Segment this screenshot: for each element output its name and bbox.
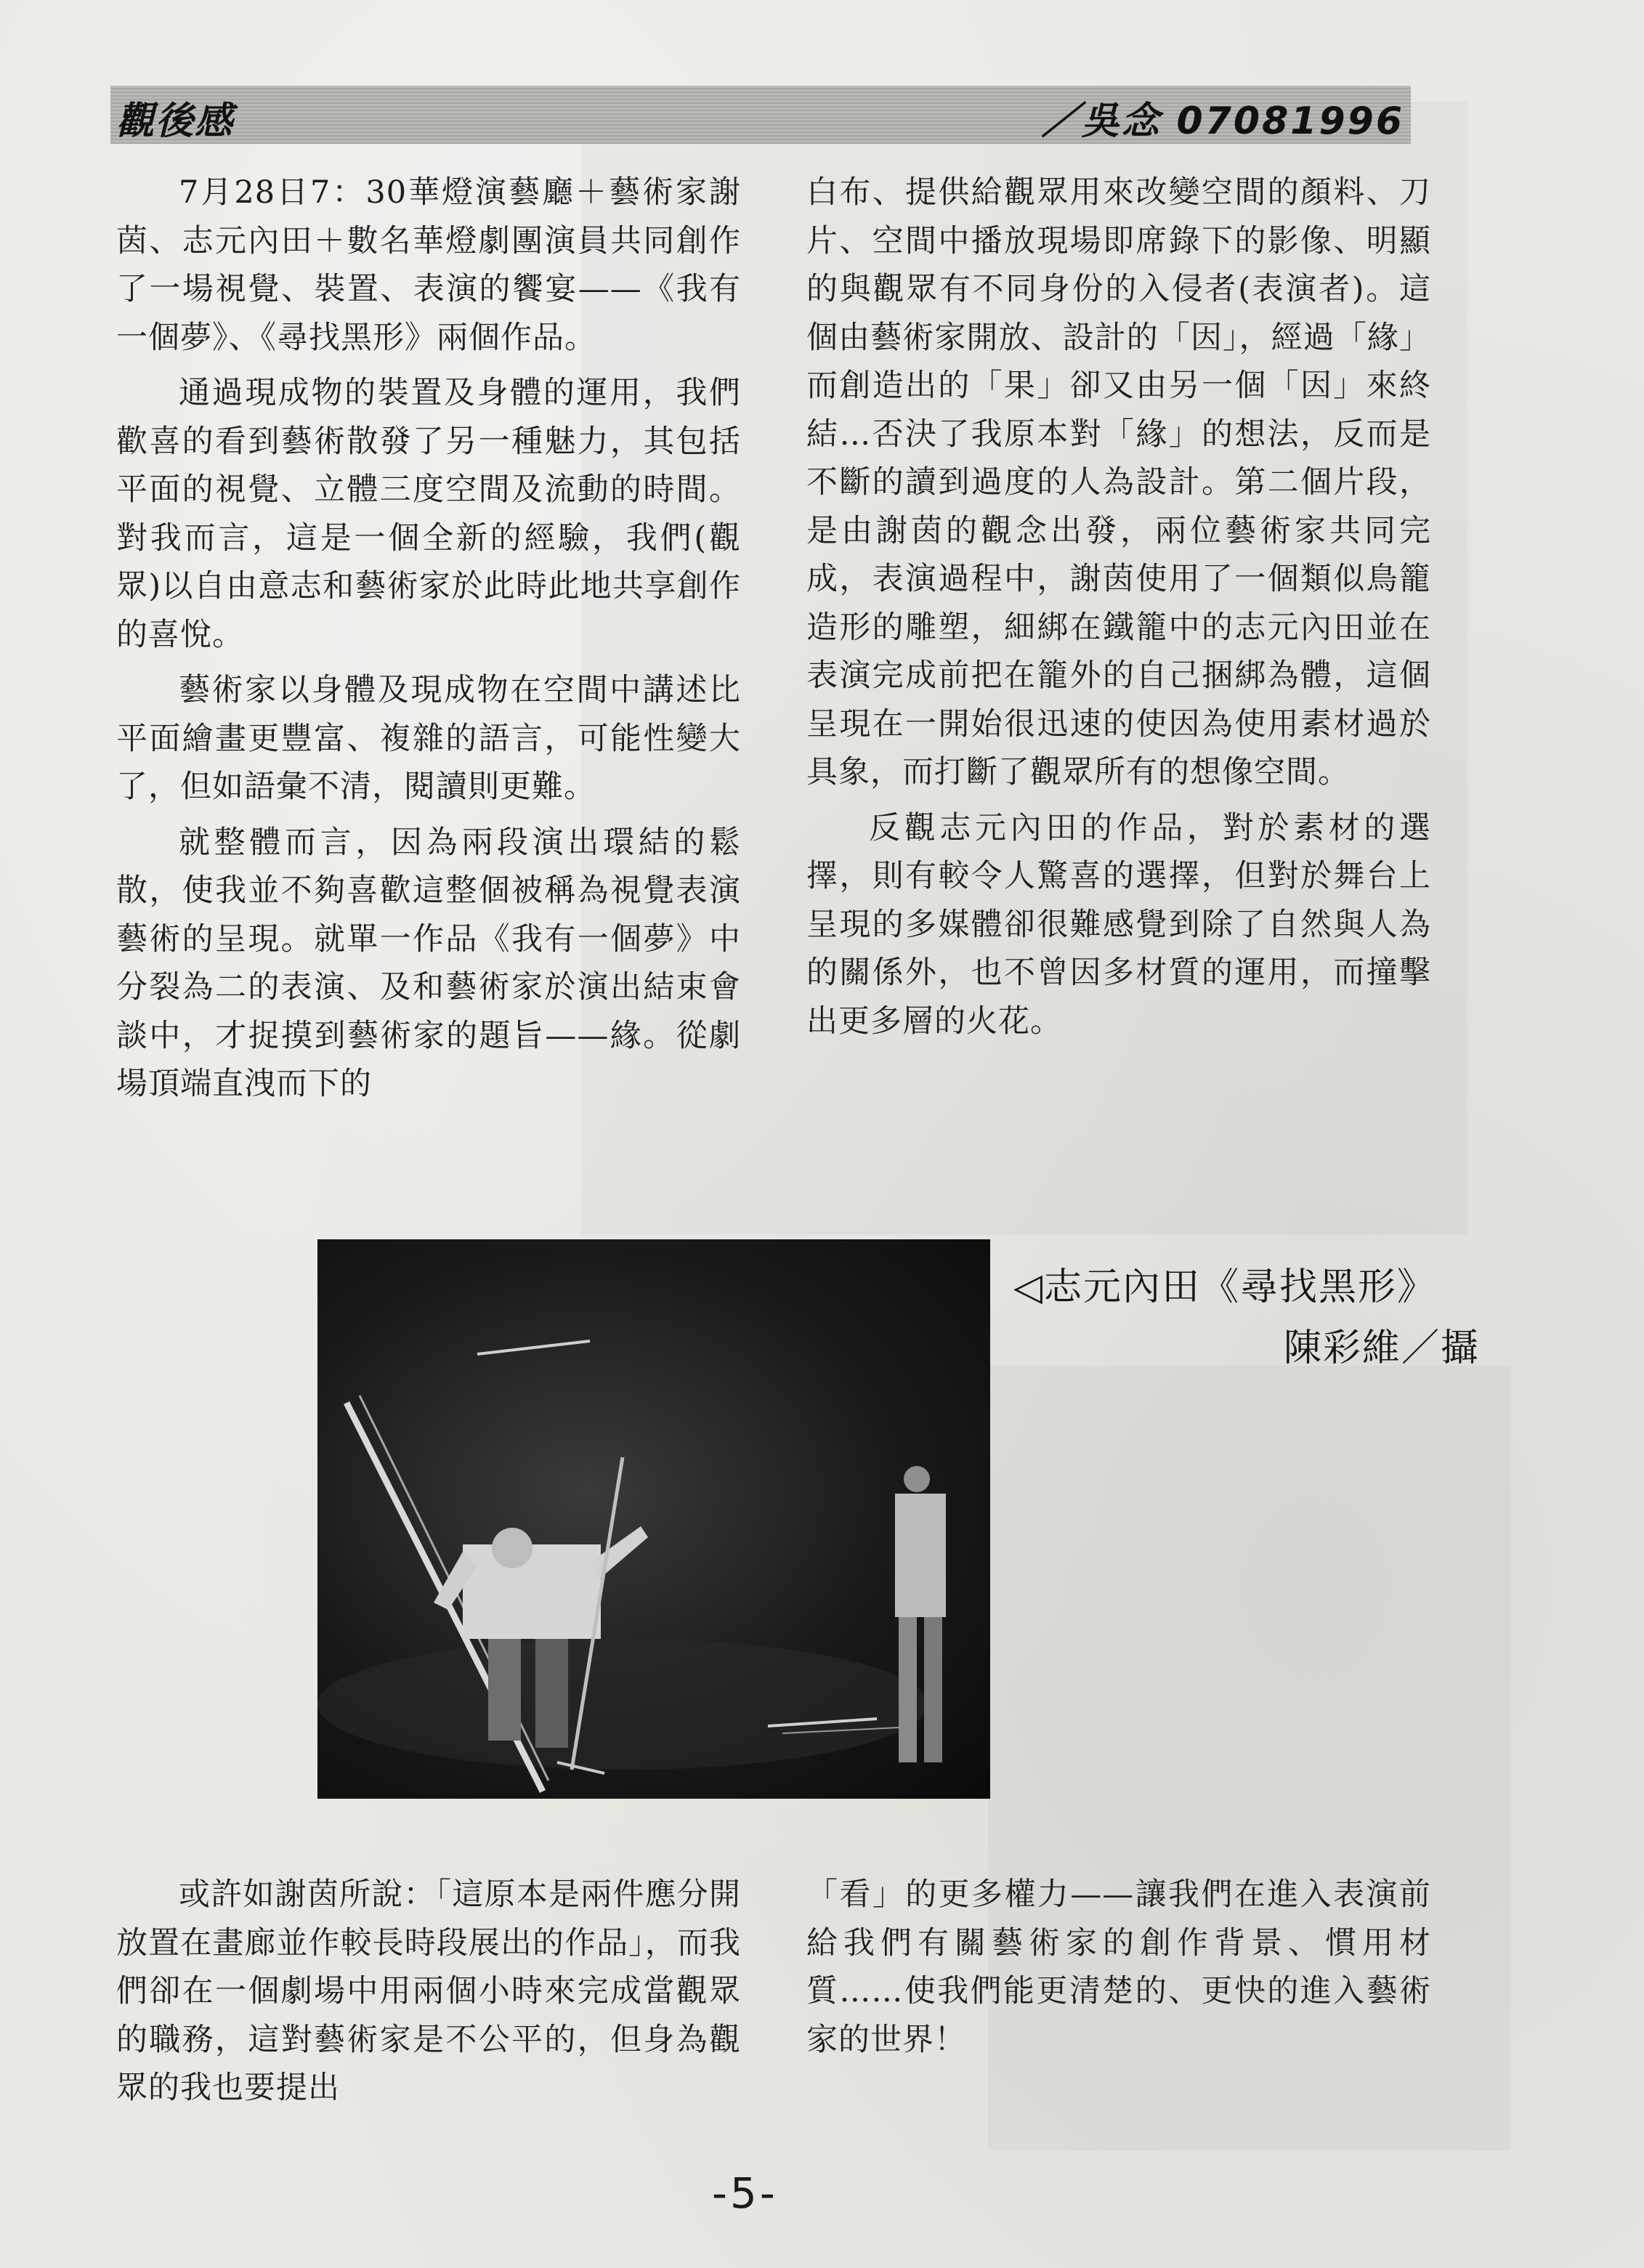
paragraph: 通過現成物的裝置及身體的運用，我們歡喜的看到藝術散發了另一種魅力，其包括平面的視覺、立體三度空間及流動的時間。對我而言，這是一個全新的經驗，我們(觀眾)以自由意志和藝術家於此時此地共享創作的喜悅。 <box>116 375 741 653</box>
paragraph: 就整體而言，因為兩段演出環結的鬆散，使我並不夠喜歡這整個被稱為視覺表演藝術的呈現。就單一作品《我有一個夢》中分裂為二的表演、及和藝術家於演出結束會談中，才捉摸到藝術家的題旨——緣。從劇場頂端直洩而下的 <box>116 824 741 1102</box>
performance-photo-illustration <box>317 1239 990 1799</box>
left-column <box>116 169 741 1116</box>
caption-credit: 陳彩維／攝 <box>1284 1327 1481 1370</box>
section-title: 觀後感 <box>116 100 235 143</box>
paragraph: 或許如謝茵所說：「這原本是兩件應分開放置在畫廊並作較長時段展出的作品」，而我們卻在一個劇場中用兩個小時來完成當觀眾的職務，這對藝術家是不公平的，但身為觀眾的我也要提出 <box>116 1876 741 2106</box>
performance-photo <box>317 1239 990 1799</box>
paragraph: 7月28日7：30華燈演藝廳＋藝術家謝茵、志元內田＋數名華燈劇團演員共同創作了一場視覺、裝置、表演的饗宴——《我有一個夢》、《尋找黑形》兩個作品。 <box>116 174 741 356</box>
paragraph: 藝術家以身體及現成物在空間中講述比平面繪畫更豐富、複雜的語言，可能性變大了，但如語彙不清，閱讀則更難。 <box>116 672 741 805</box>
caption-title: ◁志元內田《尋找黑形》 <box>1013 1265 1436 1309</box>
bottom-left-column <box>116 1871 741 2120</box>
photo-caption <box>1013 1257 1522 1379</box>
paragraph: 「看」的更多權力——讓我們在進入表演前給我們有關藝術家的創作背景、慣用材質……使我們能更清楚的、更快的進入藝術家的世界！ <box>806 1876 1431 2058</box>
page-number: -5- <box>712 2168 778 2218</box>
bottom-right-column <box>806 1871 1431 2071</box>
right-column <box>806 169 1431 1053</box>
paragraph: 白布、提供給觀眾用來改變空間的顏料、刀片、空間中播放現場即席錄下的影像、明顯的與觀眾有不同身份的入侵者(表演者)。這個由藝術家開放、設計的「因」，經過「緣」而創造出的「果」卻又由另一個「因」來終結…否決了我原本對「緣」的想法，反而是不斷的讀到過度的人為設計。第二個片段，是由謝茵的觀念出發，兩位藝術家共同完成，表演過程中，謝茵使用了一個類似鳥籠造形的雕塑，細綁在鐵籠中的志元內田並在表演完成前把在籠外的自己捆綁為體，這個呈現在一開始很迅速的使因為使用素材過於具象，而打斷了觀眾所有的想像空間。 <box>806 174 1431 790</box>
author-line: ／吳念 07081996 <box>1041 100 1404 143</box>
paragraph: 反觀志元內田的作品，對於素材的選擇，則有較令人驚喜的選擇，但對於舞台上呈現的多媒體卻很難感覺到除了自然與人為的關係外，也不曾因多材質的運用，而撞擊出更多層的火花。 <box>806 809 1431 1040</box>
